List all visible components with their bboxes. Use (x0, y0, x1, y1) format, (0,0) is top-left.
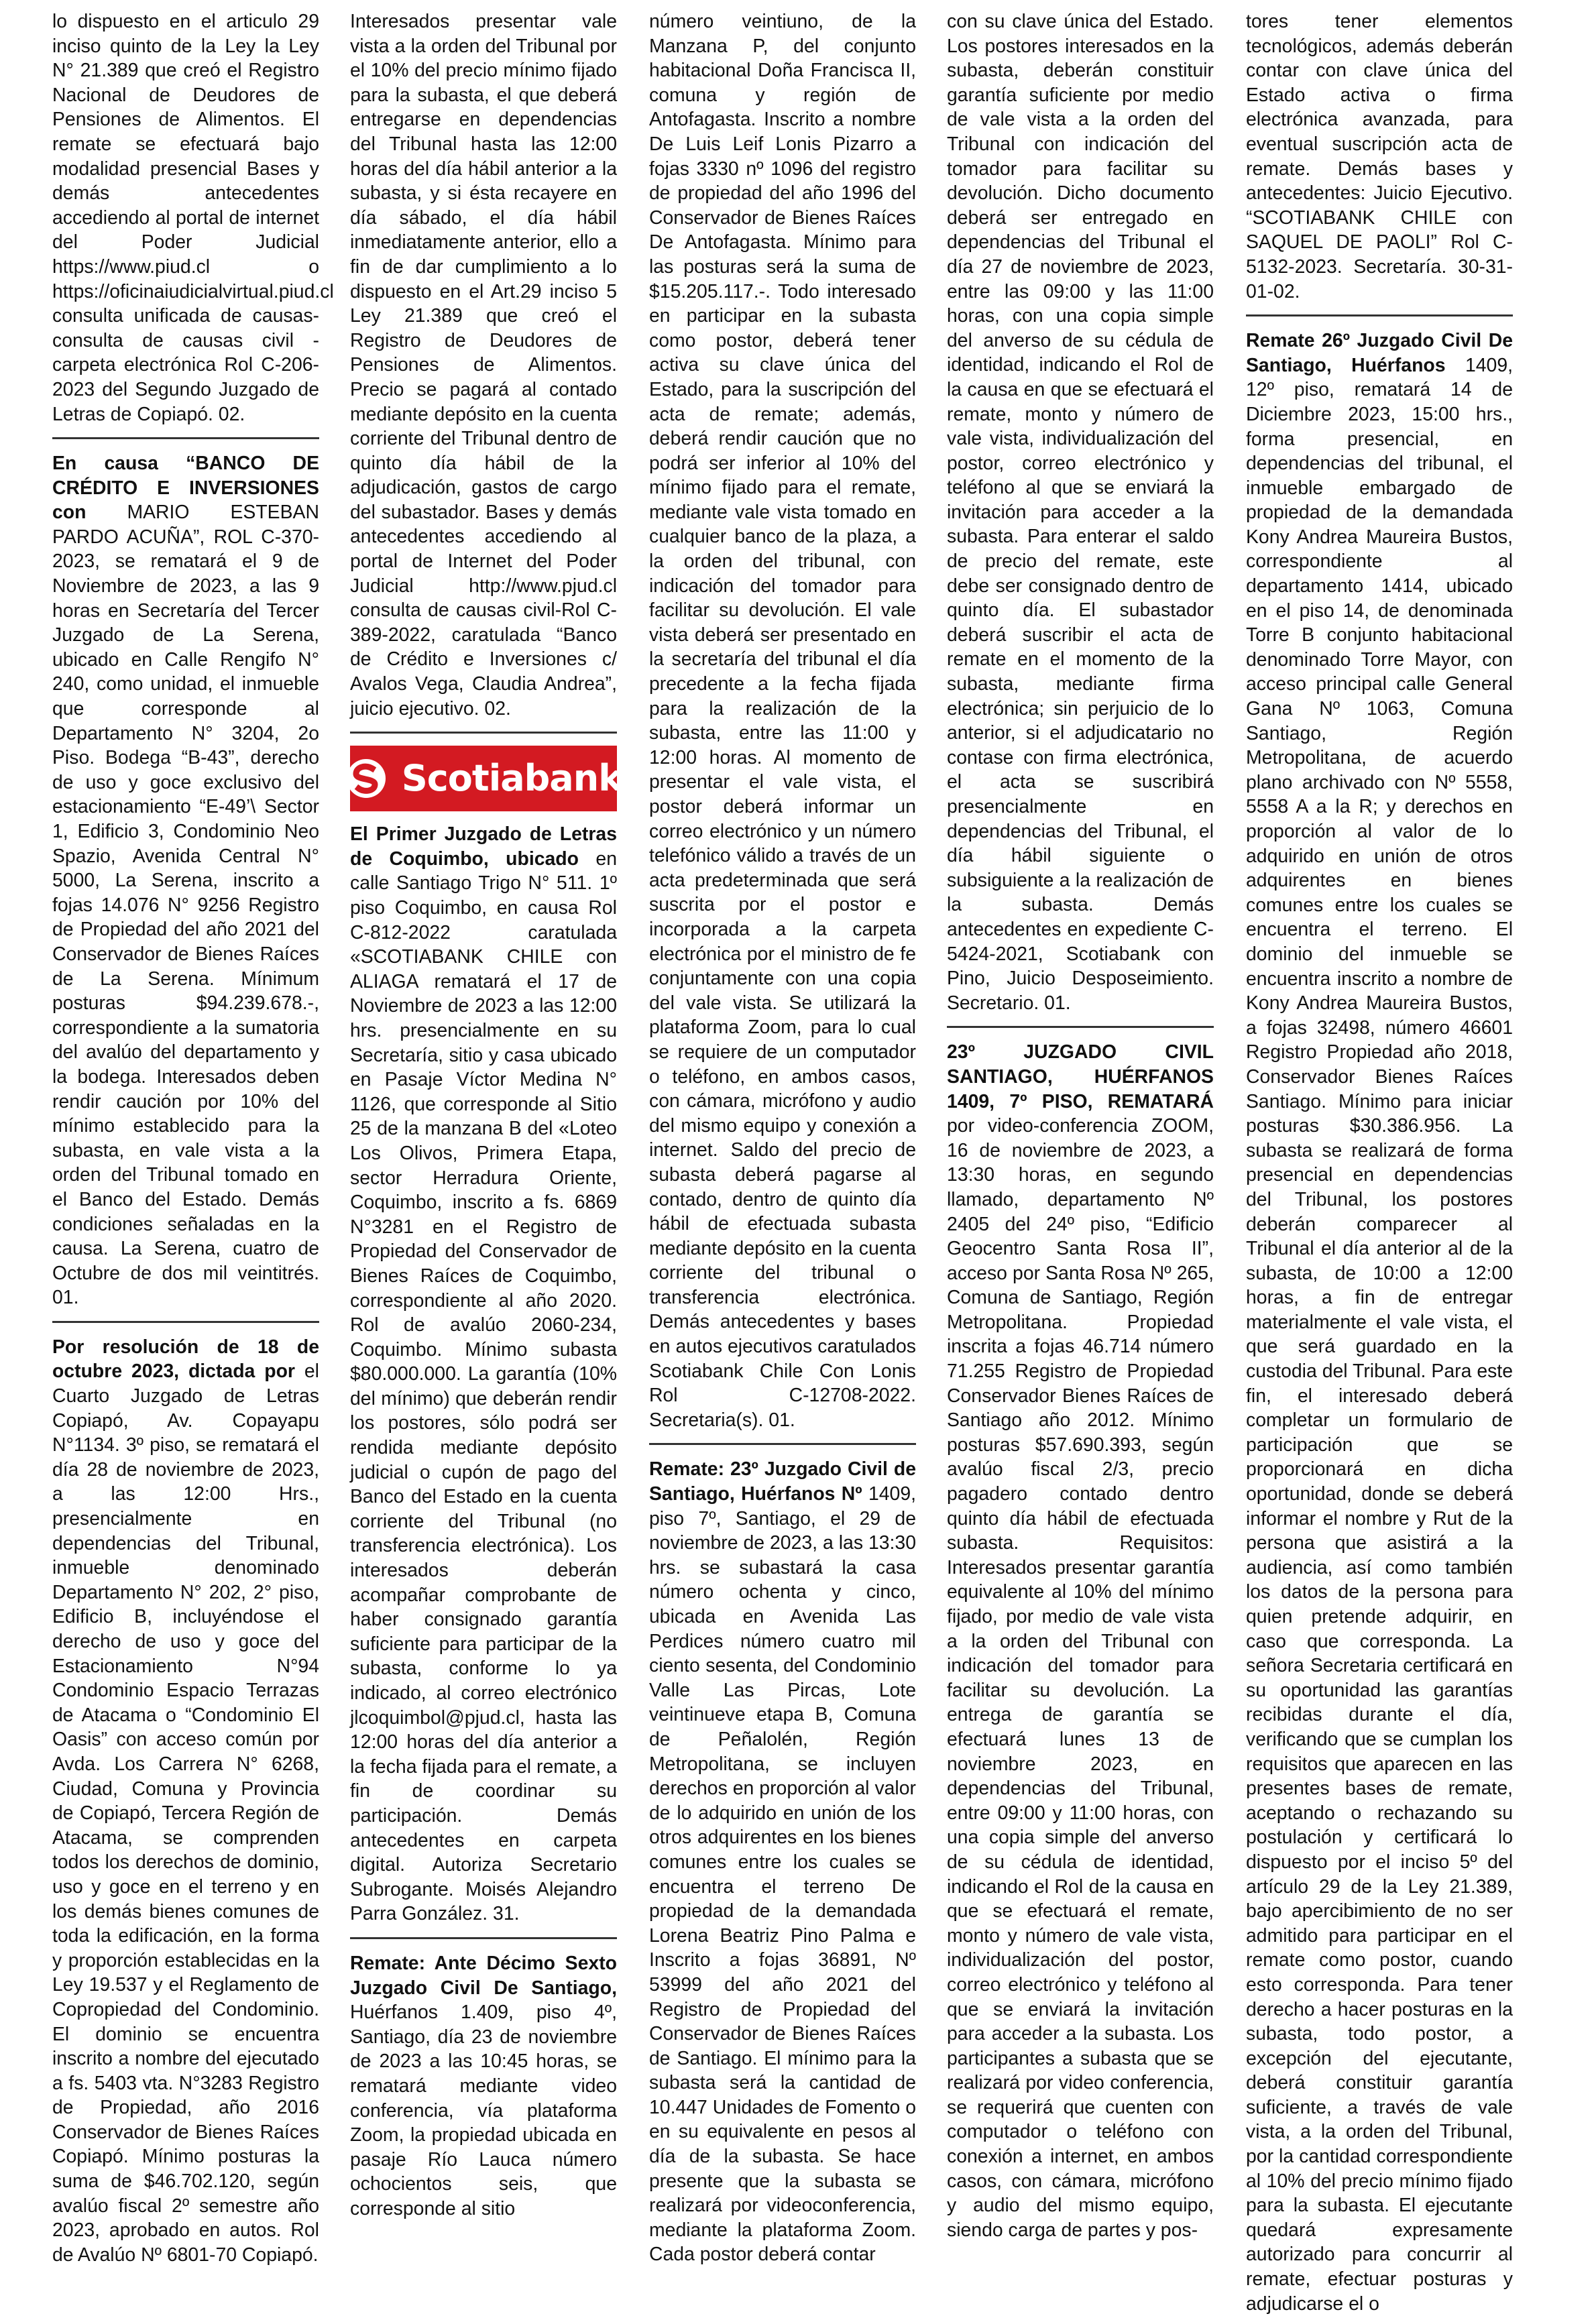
notice-text: MARIO ESTEBAN PARDO ACUÑA”, ROL C-370-2023, se rematará el 9 de Noviembre de 2023, a las 9 horas en Secretaría del Tercer Juzgado de La Serena, ubicado en Calle Rengifo N° 240, como unidad, el inmueble que corresponde al Departamento N° 3204, 2o Piso. Bodega “B-43”, derecho de uso y goce exclusivo del estacionamiento “E-49’\ Sector 1, Edificio 3, Condominio Neo Spazio, Avenida Central N° 5000, La Serena, inscrito a fojas 14.076 N° 9256 Registro de Propiedad del año 2021 del Conservador de Bienes Raíces de La Serena. Mínimum posturas $94.239.678.-, correspondiente a la sumatoria del avalúo del departamento y la bodega. Interesados deben rendir caución por 10% del mínimo establecido para la subasta, en vale vista a la orden del Tribunal tomado en el Banco del Estado. Demás condiciones señaladas en la causa. La Serena, cuatro de Octubre de dos mil veintitrés. 01. (52, 502, 319, 1309)
brand-name: Scotiabank (401, 756, 622, 799)
notice-text: 1409, piso 7º, Santiago, el 29 de noviembre de 2023, a las 13:30 hrs. se subastará la casa número ochenta y cinco, ubicada en Avenida Las Perdices número cuatro mil ciento sesenta, del Condominio Valle Las Pircas, Lote veintinueve etapa B, Comuna de Peñalolén, Región Metropolitana, se incluyen derechos en proporción al valor de lo adquirido en unión de los otros adquirentes en los bienes comunes entre los cuales se encuentra el terreno De propiedad de la demandada Lorena Beatriz Pino Palma e Inscrito a fojas 36891, Nº 53999 del año 2021 del Registro de Propiedad del Conservador de Bienes Raíces de Santiago. El mínimo para la subasta será la cantidad de 10.447 Unidades de Fomento o en su equivalente en pesos al día de la subasta. Se hace presente que la subasta se realizará por videoconferencia, mediante la plataforma Zoom. Cada postor deberá contar (649, 1483, 917, 2266)
notice-heading: Remate 26º Juzgado Civil De Santiago, Huérfanos (1246, 330, 1513, 376)
column-divider (350, 1937, 617, 1939)
notice-text: tores tener elementos tecnológicos, además deberán contar con clave única del Estado activa o firma electrónica avanzada, para eventual suscripción acta de remate. Demás bases y antecedentes: Juicio Ejecutivo. “SCOTIABANK CHILE con SAQUEL DE PAOLI” Rol C-5132-2023. Secretaría. 30-31-01-02. (1246, 11, 1513, 302)
column-divider (649, 1443, 916, 1445)
column-divider (52, 1321, 319, 1323)
scotiabank-logo-icon (345, 758, 387, 799)
column-divider (350, 732, 617, 734)
column-5 (1246, 9, 1513, 2315)
scotiabank-banner (350, 746, 622, 811)
column-1 (52, 9, 334, 2266)
column-2 (350, 9, 622, 2219)
notice-continued (350, 9, 617, 721)
notice-heading: Remate: 23º Juzgado Civil de Santiago, Huérfanos Nº (649, 1458, 916, 1505)
notice-primer-juzgado-coquimbo (350, 822, 617, 1926)
notice-cuarto-juzgado-copiapo (52, 1335, 319, 2268)
notice-text: el Cuarto Juzgado de Letras Copiapó, Av. Copayapu N°1134. 3º piso, se rematará el día 28 de noviembre de 2023, a las 12:00 Hrs., presencialmente en dependencias del Tribunal, inmueble denominado Departamento N° 202, 2° piso, Edificio B, incluyéndose el derecho de uso y goce del Estacionamiento N°94 Condominio Espacio Terrazas de Atacama o “Condominio El Oasis” con acceso común por Avda. Los Carrera N° 6268, Ciudad, Comuna y Provincia de Copiapó, Tercera Región de Atacama, se comprenden todos los derechos de dominio, uso y goce en el terreno y en los demás bienes comunes de toda la edificación, en la forma y proporción establecidas en la Ley 19.537 y el Reglamento de Copropiedad del Condominio. El dominio se encuentra inscrito a nombre del ejecutado a fs. 5403 vta. N°3283 Registro de Propiedad, año 2016 Conservador de Bienes Raíces Copiapó. Mínimo posturas la suma de $46.702.120, según avalúo fiscal 2º semestre año 2023, aprobado en autos. Rol de Avalúo Nº 6801-70 Copiapó. (52, 1360, 319, 2266)
notice-text: Interesados presentar vale vista a la orden del Tribunal por el 10% del precio mínimo fijado para la subasta, el que deberá entregarse en dependencias del Tribunal hasta las 12:00 horas del día hábil anterior a la subasta, y si ésta recayere en día sábado, el día hábil inmediatamente anterior, ello a fin de dar cumplimiento a lo dispuesto en el Art.29 inciso 5 Ley 21.389 que creó el Registro de Deudores de Pensiones de Alimentos. Precio se pagará al contado mediante depósito en la cuenta corriente del Tribunal dentro de quinto día hábil de la adjudicación, gastos de cargo del subastador. Bases y demás antecedentes accediendo al portal de Internet del Poder Judicial http://www.pjud.cl consulta de causas civil-Rol C-389-2022, caratulada “Banco de Crédito e Inversiones c/ Avalos Vega, Claudia Andrea”, juicio ejecutivo. 02. (350, 11, 617, 719)
notice-text: 1409, 12º piso, rematará 14 de Diciembre 2023, 15:00 hrs., forma presencial, en dependencias del tribunal, el inmueble embargado de propiedad de la demandada Kony Andrea Maureira Bustos, correspondiente al departamento 1414, ubicado en el piso 14, de denominada Torre B conjunto habitacional denominado Torre Mayor, con acceso principal calle General Gana Nº 1063, Comuna Santiago, Región Metropolitana, de acuerdo plano archivado con Nº 5558, 5558 A a la R; y derechos en proporción al valor de lo adquirido en unión de otros adquirentes en bienes comunes entre los cuales se encuentra el terreno. El dominio del inmueble se encuentra inscrito a nombre de Kony Andrea Maureira Bustos, a fojas 32498, número 46601 Registro Propiedad año 2018, Conservador Bienes Raíces Santiago. Mínimo para iniciar posturas $30.386.956. La subasta se realizará de forma presencial en dependencias del Tribunal, los postores deberán comparecer al Tribunal el día anterior al de la subasta, de 10:00 a 12:00 horas, a fin de entregar materialmente el vale vista, el que será guardado en la custodia del Tribunal. Para este fin, el interesado deberá completar un formulario de participación que se proporcionará en dicha oportunidad, donde se deberá informar el nombre y Rut de la persona que asistirá a la audiencia, así como también los datos de la persona para quien pretende adquirir, en caso que corresponda. La señora Secretaria certificará en su oportunidad las garantías recibidas durante el día, verificando que se cumplan los requisitos que aparecen en las presentes bases de remate, aceptando o rechazando su postulación y certificará lo dispuesto por el inciso 5º del artículo 29 de la Ley 21.389, bajo apercibimiento de no ser admitido para participar en el remate como postor, cuando esto corresponda. Para tener derecho a hacer posturas en la subasta, todo postor, a excepción del ejecutante, deberá constituir garantía suficiente, a través de vale vista, a la orden del Tribunal, por la cantidad correspondiente al 10% del precio mínimo fijado para la subasta. El ejecutante quedará expresamente autorizado para concurrir al remate, efectuar posturas y adjudicarse el o (1246, 354, 1513, 2315)
notice-continued (1246, 9, 1513, 304)
notice-heading: En causa “BANCO DE CRÉDITO E INVERSIONES con (52, 453, 319, 524)
column-4 (947, 9, 1214, 2241)
notice-23-juzgado-penalolen (649, 1457, 916, 2267)
notice-text: lo dispuesto en el articulo 29 inciso quinto de la Ley la Ley N° 21.389 que creó el Registro Nacional de Deudores de Pensiones de Alimentos. El remate se efectuará bajo modalidad presencial Bases y demás antecedentes accediendo al portal de internet del Poder Judicial https://www.piud.cl o https://oficinaiudicialvirtual.piud.cl consulta unificada de causas- consulta de causas civil - carpeta electrónica Rol C-206-2023 del Segundo Juzgado de Letras de Copiapó. 02. (52, 11, 334, 425)
column-3 (649, 9, 917, 2266)
notice-continued (52, 9, 334, 426)
notice-banco-credito (52, 451, 319, 1310)
notice-continued (947, 9, 1214, 1015)
notice-heading: Por resolución de 18 de octubre 2023, dictada por (52, 1336, 319, 1383)
notice-decimo-sexto-juzgado (350, 1951, 617, 2221)
notice-text: en calle Santiago Trigo N° 511. 1º piso Coquimbo, en causa Rol C-812-2022 caratulada «SCOTIABANK CHILE con ALIAGA rematará el 17 de Noviembre de 2023 a las 12:00 hrs. presencialmente en su Secretaría, sitio y casa ubicado en Pasaje Víctor Medina N° 1126, que corresponde al Sitio 25 de la manzana B del «Loteo Los Olivos, Primera Etapa, sector Herradura Oriente, Coquimbo, inscrito a fs. 6869 N°3281 en el Registro de Propiedad del Conservador de Bienes Raíces de Coquimbo, correspondiente al año 2020. Rol de avalúo 2060-234, Coquimbo. Mínimo subasta $80.000.000. La garantía (10% del mínimo) que deberán rendir los postores, sólo podrá ser rendida mediante depósito judicial o cupón de pago del Banco del Estado en la cuenta corriente del Tribunal (no transferencia electrónica). Los interesados deberán acompañar comprobante de haber consignado garantía suficiente para participar de la subasta, conforme lo ya indicado, al correo electrónico jlcoquimbol@pjud.cl, hasta las 12:00 horas del día anterior a la fecha fijada para el remate, a fin de coordinar su participación. Demás antecedentes en carpeta digital. Autoriza Secretario Subrogante. Moisés Alejandro Parra González. 31. (350, 848, 617, 1925)
column-divider (947, 1026, 1214, 1028)
column-divider (1246, 314, 1513, 316)
notice-text: Huérfanos 1.409, piso 4º, Santiago, día 23 de noviembre de 2023 a las 10:45 horas, se rematará mediante video conferencia, vía plataforma Zoom, la propiedad ubicada en pasaje Río Lauca número ochocientos seis, que corresponde al sitio (350, 2002, 617, 2219)
notice-continued (649, 9, 916, 1432)
notice-text: por video-conferencia ZOOM, 16 de noviembre de 2023, a 13:30 horas, en segundo llamado, departamento Nº 2405 del 24º piso, “Edificio Geocentro Santa Rosa II”, acceso por Santa Rosa Nº 265, Comuna de Santiago, Región Metropolitana. Propiedad inscrita a fojas 46.714 número 71.255 Registro de Propiedad Conservador Bienes Raíces de Santiago año 2012. Mínimo posturas $57.690.393, según avalúo fiscal 2/3, precio pagadero contado dentro quinto día hábil de efectuada subasta. Requisitos: Interesados presentar garantía equivalente al 10% del mínimo fijado, por medio de vale vista a la orden del Tribunal con indicación del tomador para facilitar su devolución. La entrega de garantía se efectuará lunes 13 de noviembre 2023, en dependencias del Tribunal, entre 09:00 y 11:00 horas, con una copia simple del anverso de su cédula de identidad, indicando el Rol de la causa en que se efectuará el remate, monto y número de vale vista, individualización del postor, correo electrónico y teléfono al que se enviará la invitación para acceder a la subasta. Los participantes a subasta que se realizará por video conferencia, se requerirá que cuenten con computador o teléfono con conexión a internet, en ambos casos, con cámara, micrófono y audio del mismo equipo, siendo carga de partes y pos- (947, 1115, 1214, 2241)
notice-text: número veintiuno, de la Manzana P, del conjunto habitacional Doña Francisca II, comuna y región de Antofagasta. Inscrito a nombre De Luis Leif Lonis Pizarro a fojas 3330 nº 1096 del registro de propiedad del año 1996 del Conservador de Bienes Raíces De Antofagasta. Mínimo para las posturas será la suma de $15.205.117.-. Todo interesado en participar en la subasta como postor, deberá tener activa su clave única del Estado, para la suscripción del acta de remate; además, deberá rendir caución que no podrá ser inferior al 10% del mínimo fijado para el remate, mediante vale vista tomado en cualquier banco de la plaza, a la orden del tribunal, con indicación del tomador para facilitar su devolución. El vale vista deberá ser presentado en la secretaría del tribunal el día precedente a la fecha fijada para la realización de la subasta, entre las 11:00 y 12:00 horas. Al momento de presentar el vale vista, el postor deberá informar un correo electrónico y un número telefónico válido a través de un acta predeterminada que será suscrita por el postor e incorporada a la carpeta electrónica por el ministro de fe conjuntamente con una copia del vale vista. Se utilizará la plataforma Zoom, para lo cual se requiere de un computador o teléfono, en ambos casos, con cámara, micrófono y audio del mismo equipo y conexión a internet. Saldo del precio de subasta deberá pagarse al contado, dentro de quinto día hábil de efectuada subasta mediante depósito en la cuenta corriente del tribunal o transferencia electrónica. Demás antecedentes y bases en autos ejecutivos caratulados Scotiabank Chile Con Lonis Rol C-12708-2022. Secretaria(s). 01. (649, 11, 916, 1431)
notice-text: con su clave única del Estado. Los postores interesados en la subasta, deberán constituir garantía suficiente por medio de vale vista a la orden del Tribunal con indicación del tomador para facilitar su devolución. Dicho documento deberá ser entregado en dependencias del Tribunal el día 27 de noviembre de 2023, entre las 09:00 y las 11:00 horas, con una copia simple del anverso de su cédula de identidad, indicando el Rol de la causa en que se efectuará el remate, monto y número de vale vista, individualización del postor, correo electrónico y teléfono al que se enviará la invitación para acceder a la subasta. Para enterar el saldo de precio del remate, este debe ser consignado dentro de quinto día. El subastador deberá suscribir el acta de remate en el momento de la subasta, mediante firma electrónica; sin perjuicio de lo anterior, si el adjudicatario no contase con firma electrónica, el acta se suscribirá presencialmente en dependencias del Tribunal, el día hábil siguiente o subsiguiente a la realización de la subasta. Demás antecedentes en expediente C-5424-2021, Scotiabank con Pino, Juicio Desposeimiento. Secretario. 01. (947, 11, 1214, 1014)
notice-23-juzgado-geocentro (947, 1040, 1214, 2242)
notice-26-juzgado-torre-mayor (1246, 329, 1513, 2316)
notice-heading: 23º JUZGADO CIVIL SANTIAGO, HUÉRFANOS 1409, 7º PISO, REMATARÁ (947, 1041, 1214, 1112)
notice-heading: El Primer Juzgado de Letras de Coquimbo, ubicado (350, 823, 617, 870)
column-divider (52, 437, 319, 439)
notice-heading: Remate: Ante Décimo Sexto Juzgado Civil De Santiago, (350, 1952, 617, 1999)
